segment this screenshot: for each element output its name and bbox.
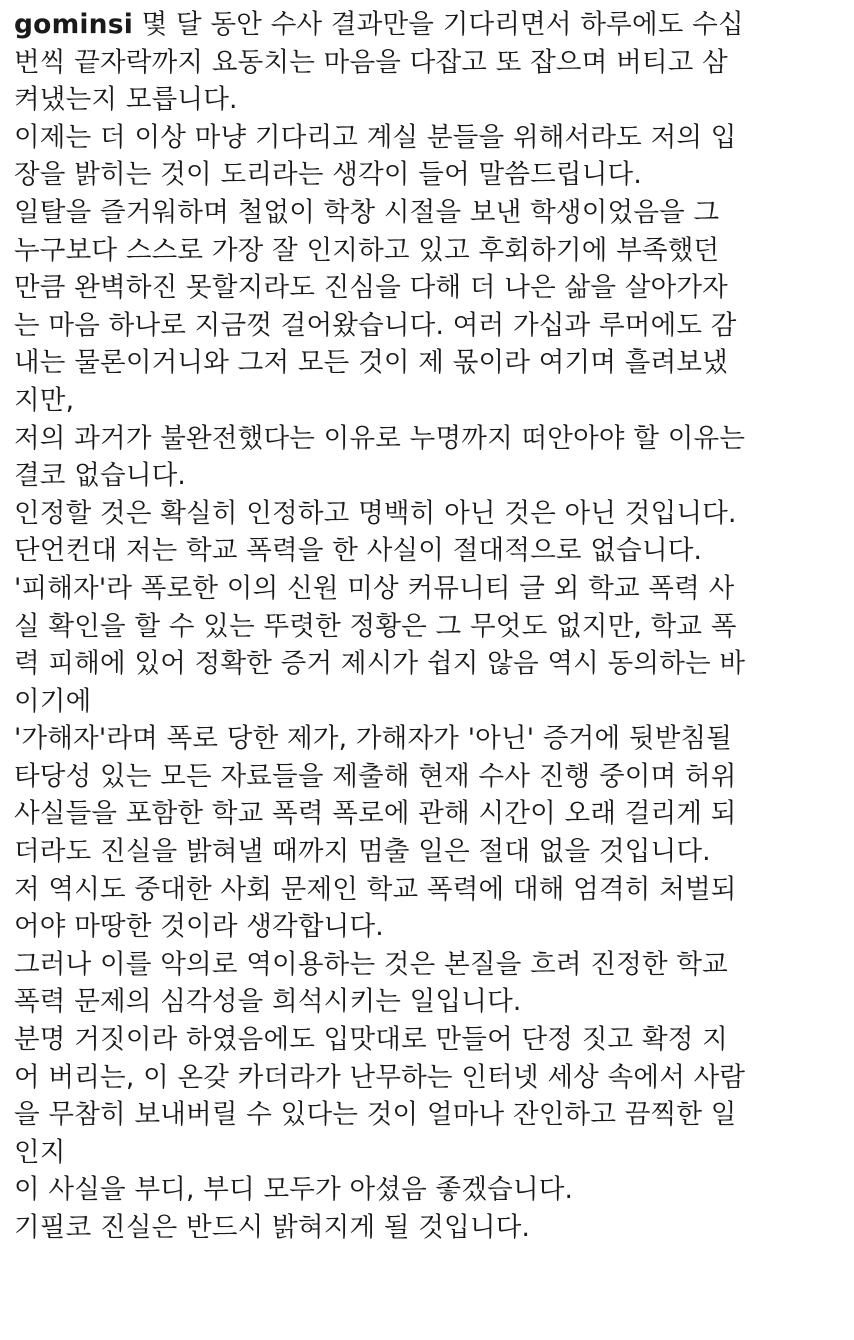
caption-line: 실 확인을 할 수 있는 뚜렷한 정황은 그 무엇도 없지만, 학교 폭 [14, 610, 737, 642]
username[interactable]: gominsi [14, 9, 133, 40]
caption-line: 더라도 진실을 밝혀낼 때까지 멈출 일은 절대 없을 것입니다. [14, 836, 711, 868]
caption-line [14, 1247, 840, 1285]
caption-line: 이 사실을 부디, 부디 모두가 아셨음 좋겠습니다. [14, 1174, 574, 1206]
caption-line: 어야 마땅한 것이라 생각합니다. [14, 911, 384, 943]
caption-line: 단언컨대 저는 학교 폭력을 한 사실이 절대적으로 없습니다. [14, 535, 703, 567]
caption-line: 내는 물론이거니와 그저 모든 것이 제 몫이라 여기며 흘려보냈 [14, 347, 728, 379]
caption-line: 저의 과거가 불완전했다는 이유로 누명까지 떠안아야 할 이유는 [14, 422, 746, 454]
caption-line: 타당성 있는 모든 자료들을 제출해 현재 수사 진행 중이며 허위 [14, 760, 737, 792]
caption-line: '가해자'라며 폭로 당한 제가, 가해자가 '아닌' 증거에 뒷받침될 [14, 723, 733, 755]
caption-line: 력 피해에 있어 정확한 증거 제시가 쉽지 않음 역시 동의하는 바 [14, 648, 746, 680]
caption-line: 을 무참히 보내버릴 수 있다는 것이 얼마나 잔인하고 끔찍한 일 [14, 1099, 737, 1131]
caption-line: 는 마음 하나로 지금껏 걸어왔습니다. 여러 가십과 루머에도 감 [14, 309, 737, 341]
caption-line: 누구보다 스스로 가장 잘 인지하고 있고 후회하기에 부족했던 [14, 234, 720, 266]
caption-line: 저 역시도 중대한 사회 문제인 학교 폭력에 대해 엄격히 처벌되 [14, 873, 737, 905]
caption-line: '피해자'라 폭로한 이의 신원 미상 커뮤니티 글 외 학교 폭력 사 [14, 572, 735, 604]
caption-line: 분명 거짓이라 하였음에도 입맛대로 만들어 단정 짓고 확정 지 [14, 1024, 728, 1056]
caption-line: 지만, [14, 384, 75, 416]
caption-line: 만큼 완벽하진 못할지라도 진심을 다해 더 나은 삶을 살아가자 [14, 272, 728, 304]
caption-line: 어 버리는, 이 온갖 카더라가 난무하는 인터넷 세상 속에서 사람 [14, 1061, 746, 1093]
caption-line [14, 6, 840, 44]
caption-line: 인지 [14, 1136, 66, 1168]
caption-line: 인정할 것은 확실히 인정하고 명백히 아닌 것은 아닌 것입니다. [14, 497, 737, 529]
caption-line: 장을 밝히는 것이 도리라는 생각이 들어 말씀드립니다. [14, 159, 642, 191]
caption-line: 그러나 이를 악의로 역이용하는 것은 본질을 흐려 진정한 학교 [14, 948, 728, 980]
caption-line: 이제는 더 이상 마냥 기다리고 계실 분들을 위해서라도 저의 입 [14, 121, 737, 153]
caption-line: 기필코 진실은 반드시 밝혀지게 될 것입니다. [14, 1212, 531, 1243]
caption-line: 폭력 문제의 심각성을 희석시키는 일입니다. [14, 986, 522, 1018]
caption-line: 이기에 [14, 685, 92, 717]
caption-line: 켜냈는지 모릅니다. [14, 84, 238, 116]
caption-line: 사실들을 포함한 학교 폭력 폭로에 관해 시간이 오래 걸리게 되 [14, 798, 737, 830]
caption-line: 일탈을 즐거워하며 철없이 학창 시절을 보낸 학생이었음을 그 [14, 196, 720, 228]
caption-line: 결코 없습니다. [14, 460, 187, 492]
caption-text: 몇 달 동안 수사 결과만을 기다리면서 하루에도 수십 [133, 9, 744, 40]
caption-line: 번씩 끝자락까지 요동치는 마음을 다잡고 또 잡으며 버티고 삼 [14, 46, 728, 78]
